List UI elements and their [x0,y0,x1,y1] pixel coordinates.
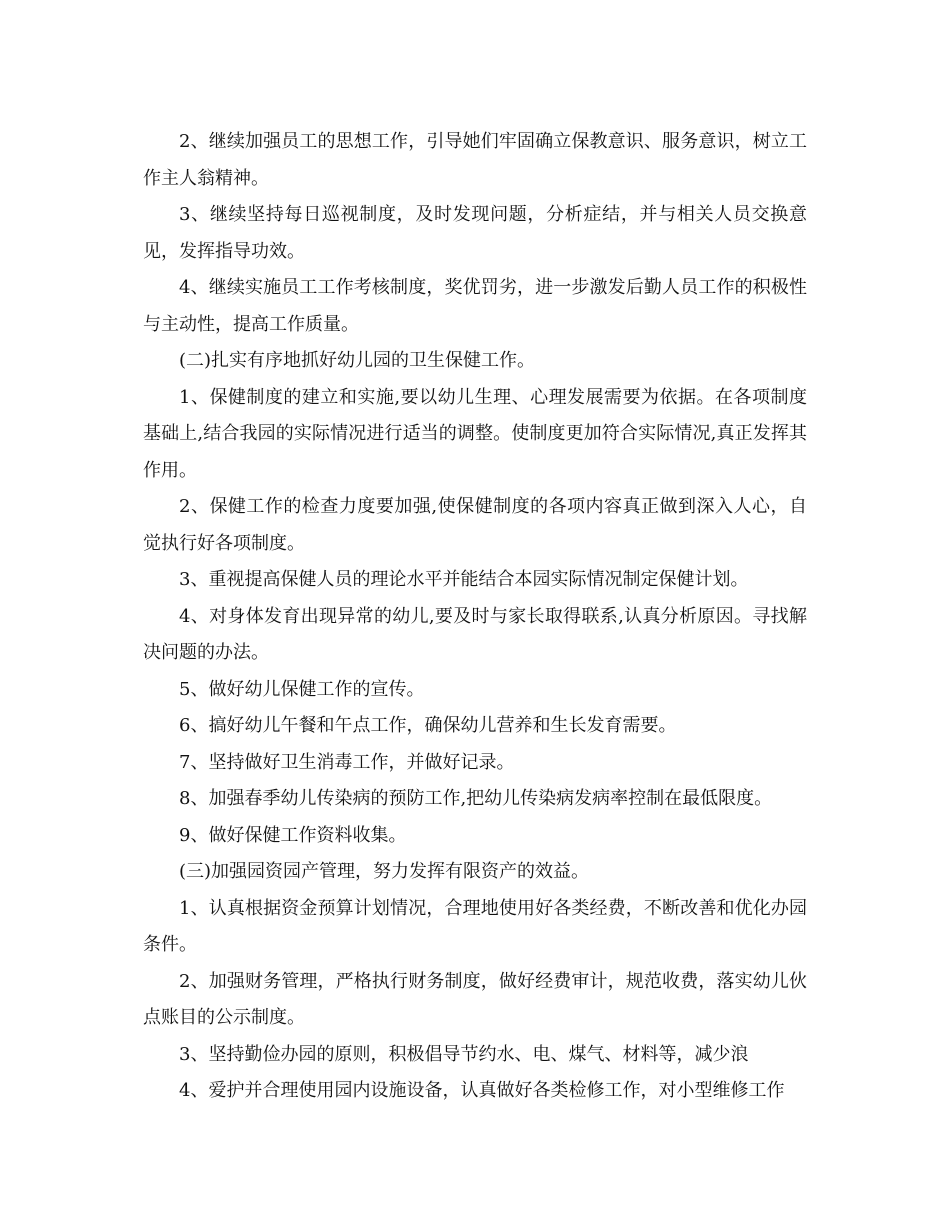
paragraph-daily-inspection: 3、继续坚持每日巡视制度，及时发现问题，分析症结，并与相关人员交换意见，发挥指导功效。 [143,204,807,262]
section-heading-health-care: (二)扎实有序地抓好幼儿园的卫生保健工作。 [179,350,536,371]
paragraph-financial-management: 2、加强财务管理，严格执行财务制度，做好经费审计，规范收费，落实幼儿伙点账目的公示制度。 [143,970,807,1028]
paragraph-health-staff-level: 3、重视提高保健人员的理论水平并能结合本园实际情况制定保健计划。 [179,569,749,590]
paragraph-budget-usage: 1、认真根据资金预算计划情况，合理地使用好各类经费，不断改善和优化办园条件。 [143,897,807,955]
paragraph-thrift: 3、坚持勤俭办园的原则，积极倡导节约水、电、煤气、材料等，减少浪 [179,1043,749,1065]
paragraph-disinfection: 7、坚持做好卫生消毒工作，并做好记录。 [179,751,515,773]
paragraph-facility-care: 4、爱护并合理使用园内设施设备，认真做好各类检修工作，对小型维修工作 [179,1080,785,1101]
paragraph-health-system: 1、保健制度的建立和实施,要以幼儿生理、心理发展需要为依据。在各项制度基础上,结合我园的实际情况进行适当的调整。使制度更加符合实际情况,真正发挥其作用。 [143,386,807,481]
document-body [143,124,807,1110]
paragraph-abnormal-development: 4、对身体发育出现异常的幼儿,要及时与家长取得联系,认真分析原因。寻找解决问题的办法。 [143,605,807,663]
paragraph-health-inspection: 2、保健工作的检查力度要加强,使保健制度的各项内容真正做到深入人心，自觉执行好各项制度。 [143,496,807,554]
paragraph-data-collection: 9、做好保健工作资料收集。 [179,824,407,846]
section-heading-asset-management: (三)加强园资园产管理，努力发挥有限资产的效益。 [179,861,590,882]
paragraph-staff-assessment: 4、继续实施员工工作考核制度，奖优罚劣，进一步激发后勤人员工作的积极性与主动性，提高工作质量。 [143,277,807,335]
paragraph-lunch-snack: 6、搞好幼儿午餐和午点工作，确保幼儿营养和生长发育需要。 [179,715,677,736]
paragraph-disease-prevention: 8、加强春季幼儿传染病的预防工作,把幼儿传染病发病率控制在最低限度。 [179,788,773,809]
paragraph-health-publicity: 5、做好幼儿保健工作的宣传。 [179,678,425,700]
paragraph-staff-thinking: 2、继续加强员工的思想工作，引导她们牢固确立保教意识、服务意识，树立工作主人翁精神。 [143,131,807,189]
